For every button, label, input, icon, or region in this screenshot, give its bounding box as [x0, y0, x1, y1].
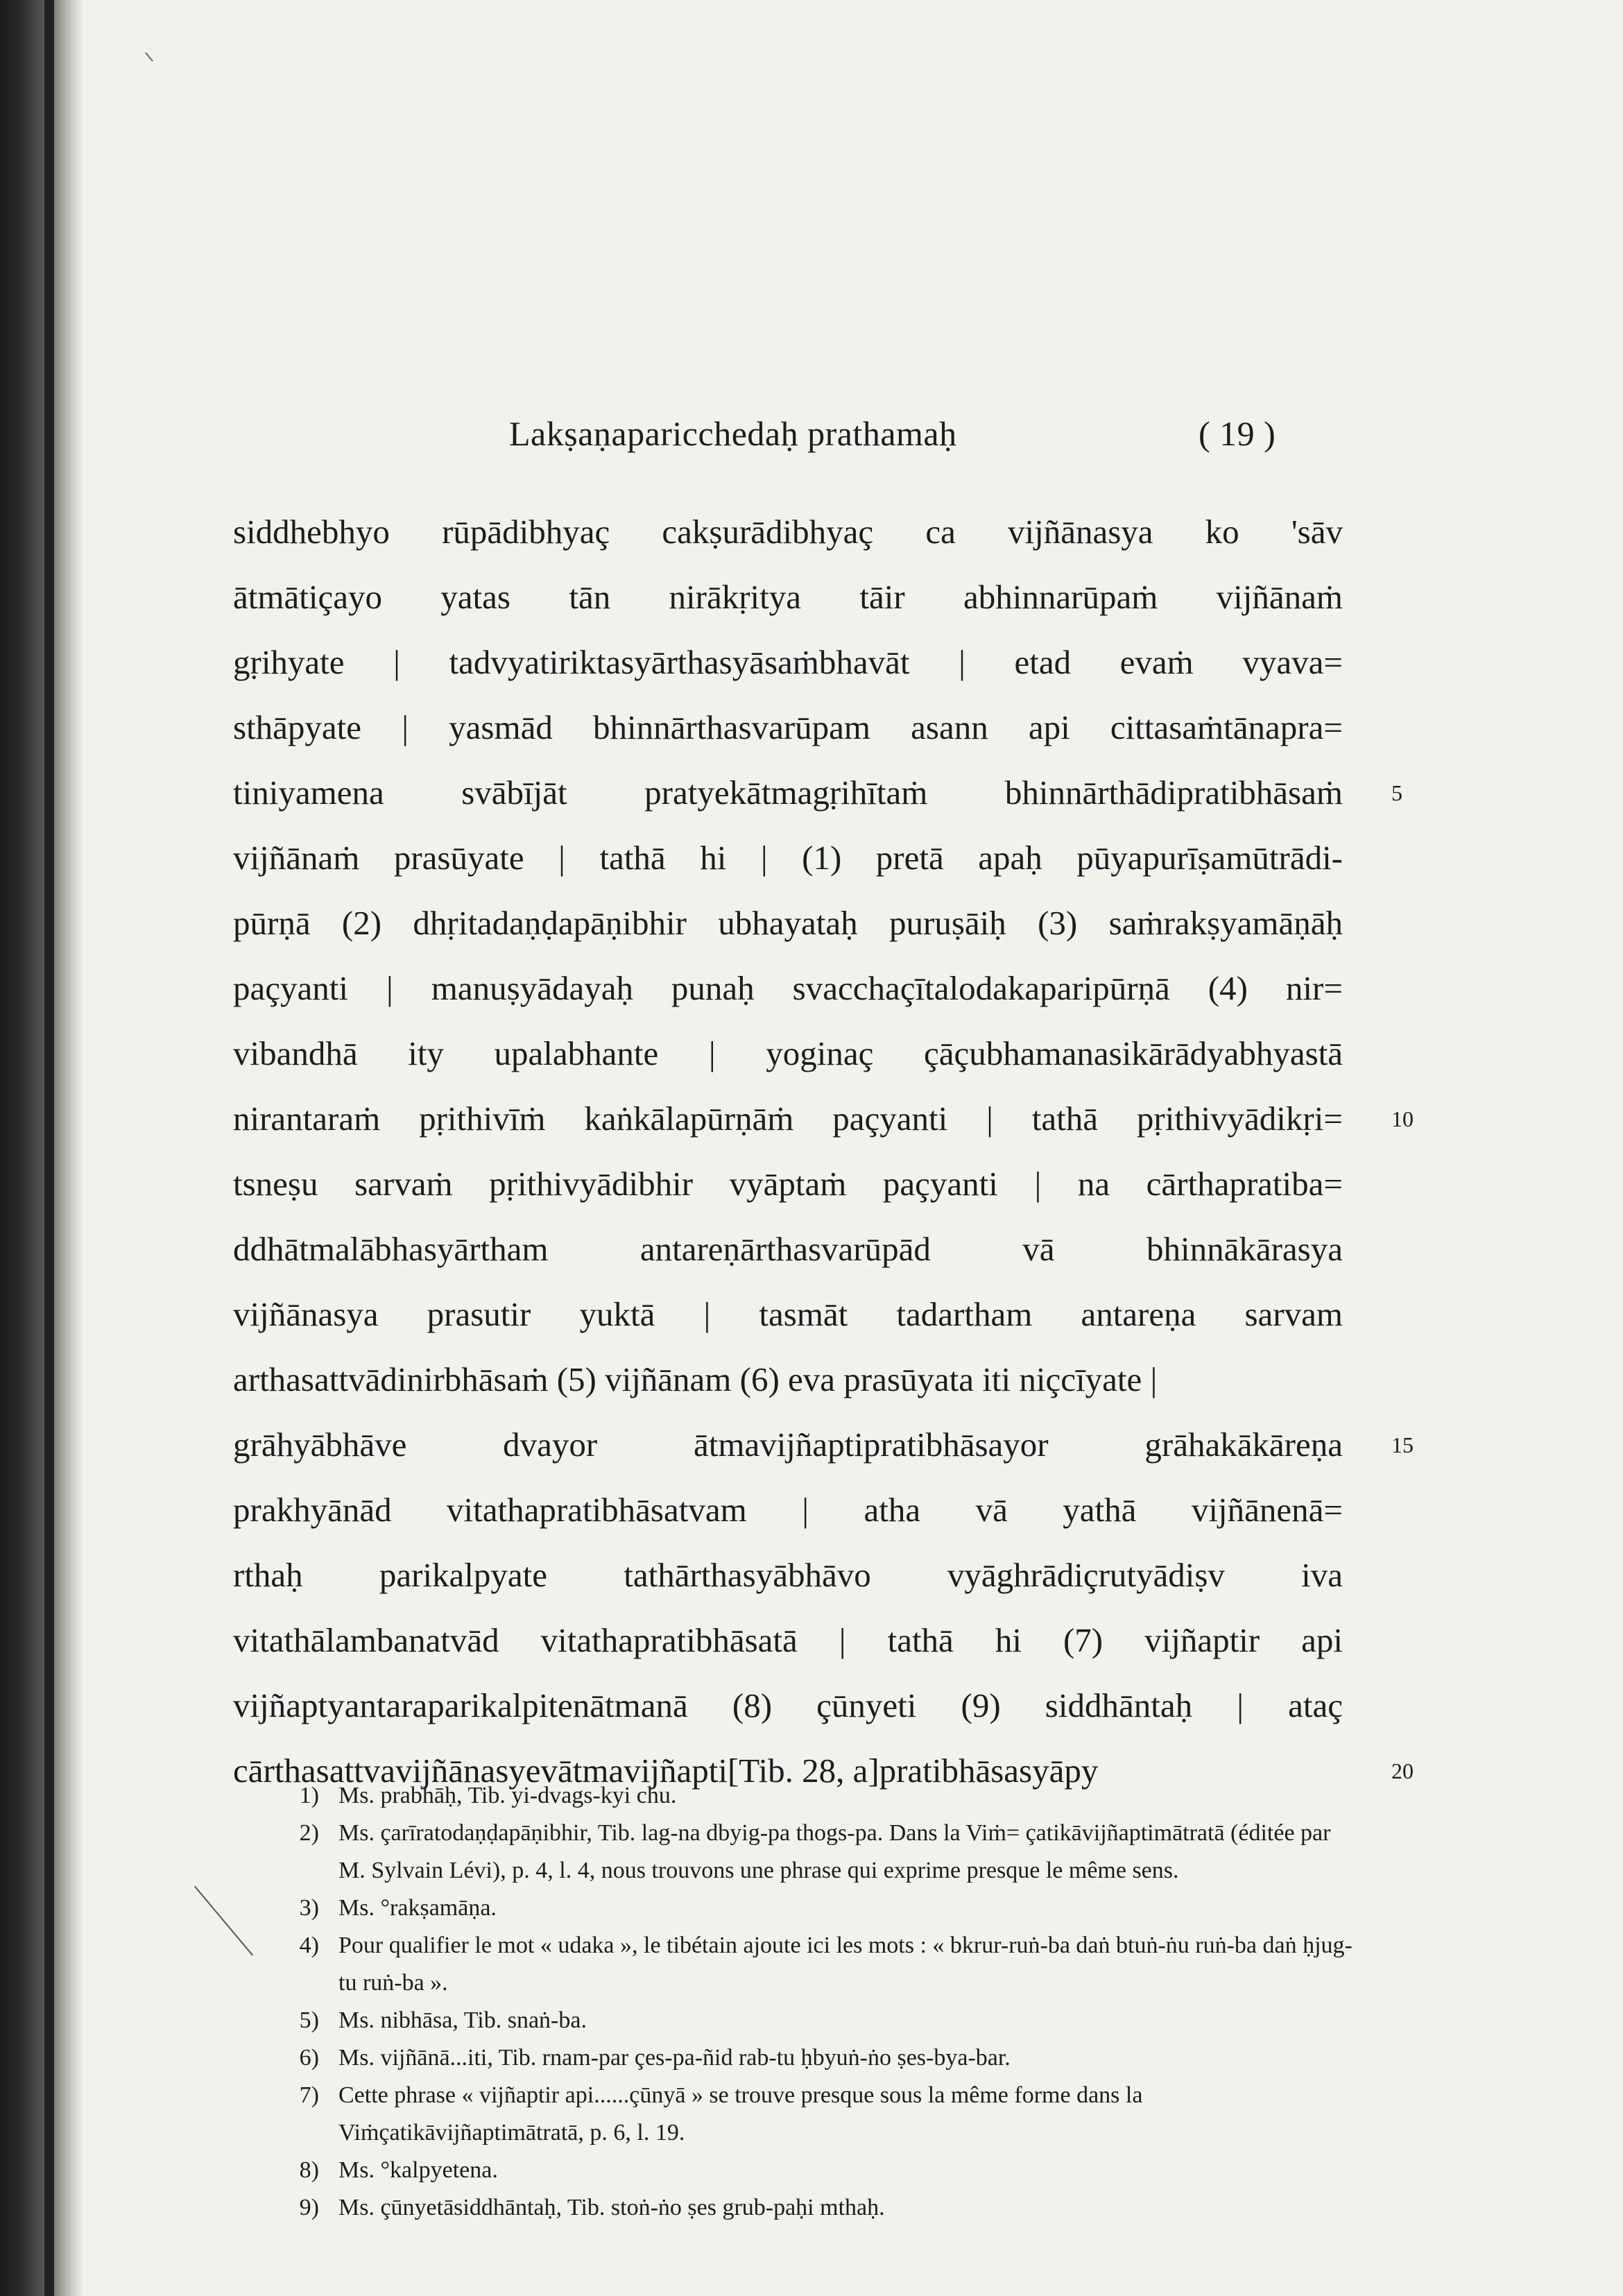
- text-line-content: prakhyānād vitathapratibhāsatvam | atha vā yathā vijñānenā=: [233, 1491, 1343, 1529]
- footnote: [270, 1815, 1352, 1890]
- footnote-number: 8): [299, 2157, 319, 2183]
- footnote: [270, 2077, 1352, 2152]
- text-line: [233, 1673, 1343, 1738]
- footnote: [270, 2002, 1352, 2039]
- footnote-number: 6): [299, 2045, 319, 2071]
- text-line: [233, 956, 1343, 1021]
- text-line-content: paçyanti | manuṣyādayaḥ punaḥ svacchaçītalodakaparipūrṇā (4) nir=: [233, 969, 1343, 1007]
- book-binding-edge: [0, 0, 83, 2296]
- text-line: [233, 499, 1343, 565]
- text-line-content: sthāpyate | yasmād bhinnārthasvarūpam asann api cittasaṁtānapra=: [233, 708, 1343, 746]
- text-line-content: arthasattvādinirbhāsaṁ (5) vijñānam (6) eva prasūyata iti niçcīyate |: [233, 1360, 1158, 1398]
- footnote: [270, 1927, 1352, 2002]
- text-line: [233, 891, 1343, 956]
- footnote-number: 2): [299, 1820, 319, 1846]
- text-line: [233, 1021, 1343, 1086]
- footnote: [270, 2152, 1352, 2189]
- stray-pencil-line: [194, 1886, 253, 1956]
- main-text: [233, 499, 1414, 1804]
- text-line: [233, 1086, 1414, 1151]
- binding-stripe: [44, 0, 54, 2296]
- line-number: 10: [1391, 1106, 1414, 1131]
- text-line-content: vijñānaṁ prasūyate | tathā hi | (1) pretā apaḥ pūyapurīṣamūtrādi-: [233, 839, 1343, 877]
- footnote-text: Ms. °rakṣamāṇa.: [338, 1895, 497, 1921]
- footnote-number: 7): [299, 2082, 319, 2108]
- text-line-content: gṛihyate | tadvyatiriktasyārthasyāsaṁbhavāt | etad evaṁ vyava=: [233, 643, 1343, 681]
- line-number: 5: [1391, 780, 1402, 805]
- stray-mark: [145, 52, 153, 62]
- text-line: [233, 1477, 1343, 1543]
- text-line-content: ātmātiçayo yatas tān nirākṛitya tāir abhinnarūpaṁ vijñānaṁ: [233, 578, 1343, 616]
- text-line-content: rthaḥ parikalpyate tathārthasyābhāvo vyāghrādiçrutyādiṣv iva: [233, 1556, 1343, 1594]
- text-line: [233, 1608, 1343, 1673]
- text-line-content: vijñaptyantaraparikalpitenātmanā (8) çūnyeti (9) siddhāntaḥ | ataç: [233, 1686, 1343, 1724]
- footnote: [270, 1890, 1352, 1927]
- text-line: [233, 825, 1343, 891]
- footnote-number: 1): [299, 1783, 319, 1808]
- page-number: ( 19 ): [1199, 414, 1276, 453]
- text-line: [233, 1217, 1343, 1282]
- footnote-text: Ms. nibhāsa, Tib. snaṅ-ba.: [338, 2007, 587, 2033]
- text-line: [233, 1282, 1343, 1347]
- running-header: [499, 413, 1401, 469]
- running-title: Lakṣaṇaparicchedaḥ prathamaḥ: [509, 414, 957, 453]
- text-line-content: pūrṇā (2) dhṛitadaṇḍapāṇibhir ubhayataḥ puruṣāiḥ (3) saṁrakṣyamāṇāḥ: [233, 904, 1343, 942]
- text-line: [233, 630, 1343, 695]
- footnotes: [270, 1777, 1352, 2227]
- footnote: [270, 2189, 1352, 2227]
- footnote-text: Ms. çarīratodaṇḍapāṇibhir, Tib. lag-na dbyig-pa thogs-pa. Dans la Viṁ= çatikāvijñaptimātratā (éditée par M. Sylvain Lévi), p. 4, l. 4, nous trouvons une phrase qui exprime presque le même sens.: [338, 1820, 1331, 1883]
- text-line-content: vitathālambanatvād vitathapratibhāsatā | tathā hi (7) vijñaptir api: [233, 1621, 1343, 1659]
- text-line-content: tiniyamena svābījāt pratyekātmagṛihītaṁ bhinnārthādipratibhāsaṁ: [233, 773, 1343, 812]
- footnote-text: Ms. prabhāḥ, Tib. yi-dvags-kyi chu.: [338, 1783, 677, 1808]
- line-number: 20: [1391, 1758, 1414, 1783]
- text-line-content: grāhyābhāve dvayor ātmavijñaptipratibhāsayor grāhakākāreṇa: [233, 1425, 1343, 1464]
- footnote-text: Pour qualifier le mot « udaka », le tibétain ajoute ici les mots : « bkrur-ruṅ-ba daṅ btuṅ-ṅu ruṅ-ba daṅ ḥjug-tu ruṅ-ba ».: [338, 1933, 1352, 1996]
- text-line-content: siddhebhyo rūpādibhyaç cakṣurādibhyaç ca vijñānasya ko 'sāv: [233, 513, 1343, 551]
- text-line-content: vijñānasya prasutir yuktā | tasmāt tadartham antareṇa sarvam: [233, 1295, 1343, 1333]
- text-line-content: cārthasattvavijñānasyevātmavijñapti[Tib. 28, a]pratibhāsasyāpy: [233, 1751, 1099, 1790]
- footnote: [270, 1777, 1352, 1815]
- footnote-number: 5): [299, 2007, 319, 2033]
- text-line: [233, 1412, 1414, 1477]
- line-number: 15: [1391, 1432, 1414, 1457]
- footnote-text: Ms. çūnyetāsiddhāntaḥ, Tib. stoṅ-ṅo ṣes grub-paḥi mthaḥ.: [338, 2195, 885, 2220]
- footnote-text: Ms. vijñānā...iti, Tib. rnam-par çes-pa-ñid rab-tu ḥbyuṅ-ṅo ṣes-bya-bar.: [338, 2045, 1011, 2071]
- text-line-content: tsneṣu sarvaṁ pṛithivyādibhir vyāptaṁ paçyanti | na cārthapratiba=: [233, 1165, 1343, 1203]
- text-line-content: ddhātmalābhasyārtham antareṇārthasvarūpād vā bhinnākārasya: [233, 1230, 1343, 1268]
- footnote-text: Ms. °kalpyetena.: [338, 2157, 498, 2183]
- text-line: [233, 1543, 1343, 1608]
- text-line: [233, 1347, 1343, 1412]
- text-line-content: nirantaraṁ pṛithivīṁ kaṅkālapūrṇāṁ paçyanti | tathā pṛithivyādikṛi=: [233, 1099, 1343, 1138]
- footnote-number: 4): [299, 1933, 319, 1958]
- text-line: [233, 760, 1402, 825]
- text-line: [233, 695, 1343, 760]
- footnote: [270, 2039, 1352, 2077]
- text-line: [233, 565, 1343, 630]
- text-line-content: vibandhā ity upalabhante | yoginaç çāçubhamanasikārādyabhyastā: [233, 1034, 1343, 1072]
- footnote-text: Cette phrase « vijñaptir api......çūnyā » se trouve presque sous la même forme dans la Viṁçatikāvijñaptimātratā, p. 6, l. 19.: [338, 2082, 1143, 2145]
- footnote-number: 9): [299, 2195, 319, 2220]
- text-line: [233, 1151, 1343, 1217]
- footnote-number: 3): [299, 1895, 319, 1921]
